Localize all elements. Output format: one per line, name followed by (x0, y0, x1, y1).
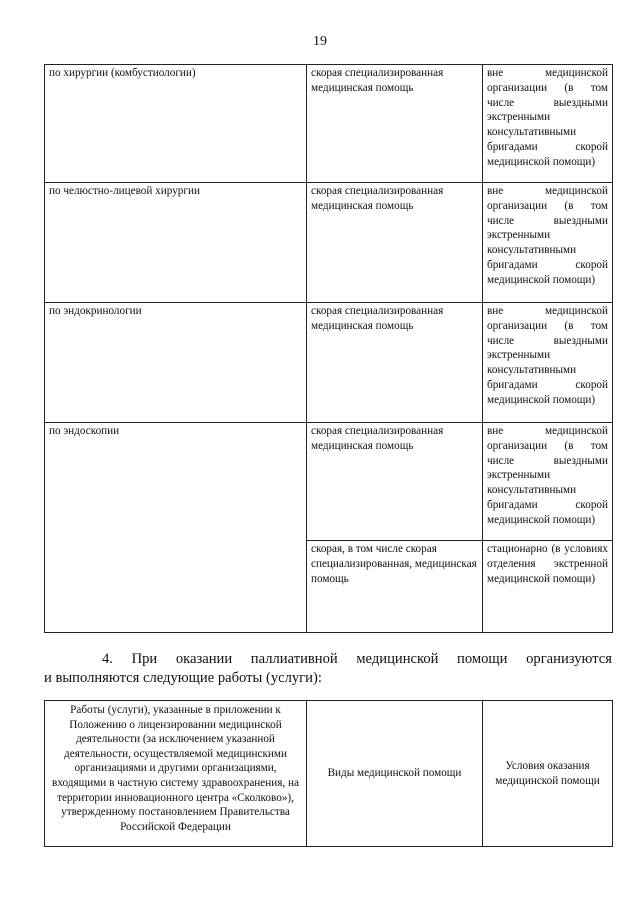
work-cell: по челюстно-лицевой хирургии (45, 183, 307, 303)
header-conditions: Условия оказания медицинской помощи (483, 701, 613, 847)
table-row (45, 65, 613, 183)
care-type-cell: скорая специализированная медицинская помощь (307, 303, 483, 423)
table-row (45, 303, 613, 423)
page-number: 19 (313, 34, 327, 49)
paragraph-line-2: и выполняются следующие работы (услуги): (44, 670, 322, 686)
conditions-cell: стационарно (в условиях отделения экстренной медицинской помощи) (483, 541, 613, 633)
header-works: Работы (услуги), указанные в приложении к Положению о лицензировании медицинской деятельности (за исключением указанной деятельности, осуществляемой медицинскими организациями и другими организациями, входящими в частную систему здравоохранения, на территории инновационного центра «Сколково»), утвержденному постановлением Правительства Российской Федерации (45, 701, 307, 847)
conditions-cell: вне медицинской организации (в том числе выездными экстренными консультативными бригадами скорой медицинской помощи) (483, 303, 613, 423)
services-table (44, 64, 613, 633)
conditions-cell: вне медицинской организации (в том числе выездными экстренными консультативными бригадами скорой медицинской помощи) (483, 423, 613, 541)
conditions-cell: вне медицинской организации (в том числе выездными экстренными консультативными бригадами скорой медицинской помощи) (483, 183, 613, 303)
care-type-cell: скорая специализированная медицинская помощь (307, 65, 483, 183)
palliative-table-header (44, 700, 613, 847)
care-type-cell: скорая специализированная медицинская помощь (307, 183, 483, 303)
care-type-cell: скорая специализированная медицинская помощь (307, 423, 483, 541)
conditions-cell: вне медицинской организации (в том числе выездными экстренными консультативными бригадами скорой медицинской помощи) (483, 65, 613, 183)
table-header-row (45, 701, 613, 847)
paragraph-line-1: 4. При оказании паллиативной медицинской помощи организуются (102, 651, 612, 667)
care-type-cell: скорая, в том числе скорая специализированная, медицинская помощь (307, 541, 483, 633)
work-cell: по эндоскопии (45, 423, 307, 633)
header-care-types: Виды медицинской помощи (307, 701, 483, 847)
table-row (45, 423, 613, 541)
work-cell: по эндокринологии (45, 303, 307, 423)
work-cell: по хирургии (комбустиологии) (45, 65, 307, 183)
table-row (45, 183, 613, 303)
